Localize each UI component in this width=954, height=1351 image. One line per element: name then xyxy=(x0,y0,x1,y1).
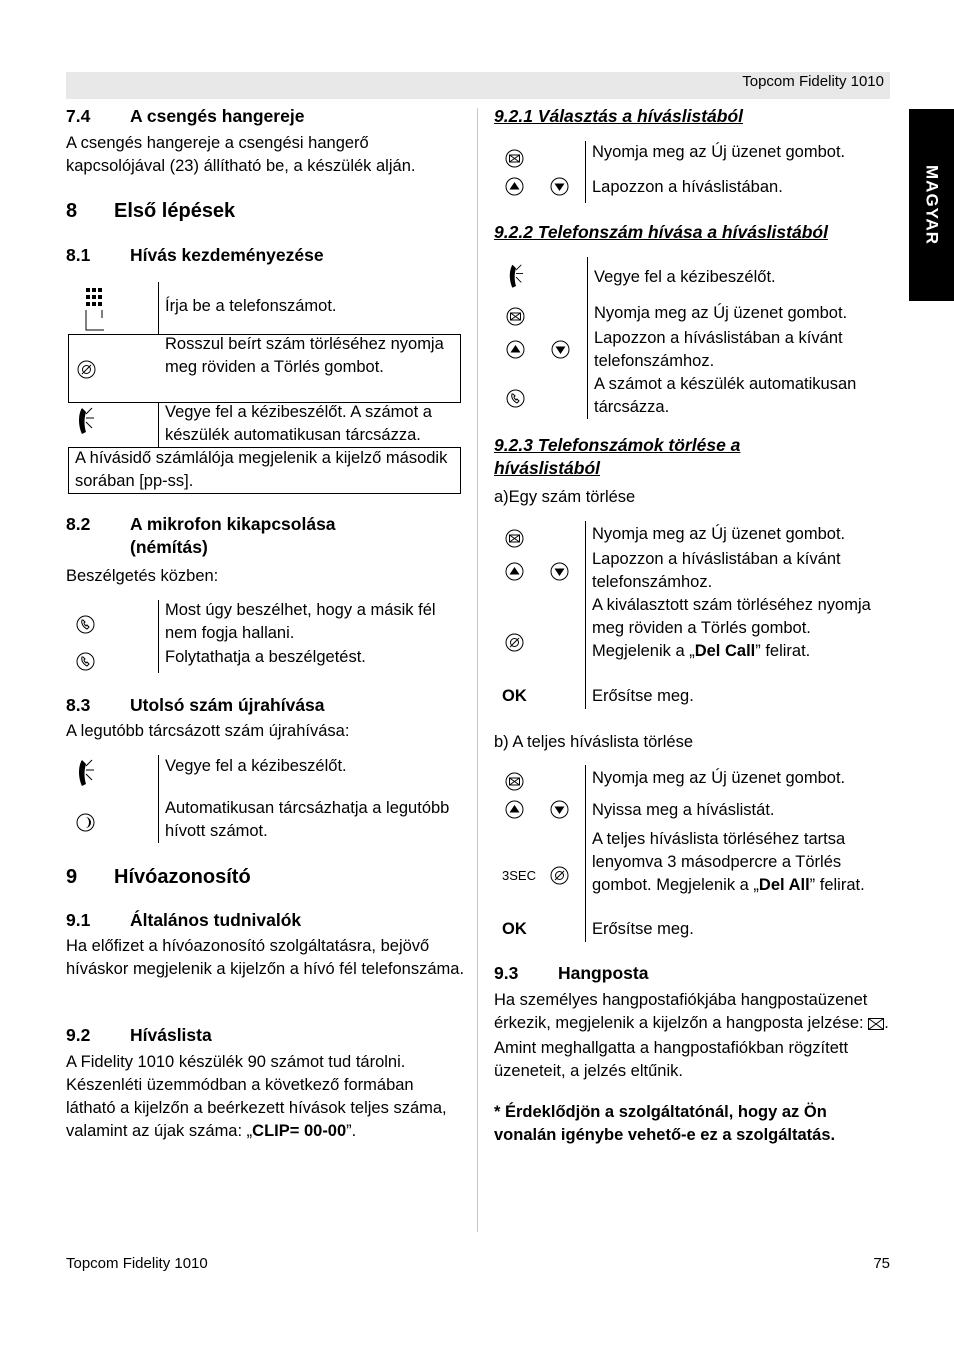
table-row-text: Erősítse meg. xyxy=(592,687,694,705)
up-button-icon xyxy=(505,800,524,819)
table-line xyxy=(587,257,588,419)
table-row-text: Rosszul beírt szám törléséhez nyomja meg röviden a Törlés gombot. xyxy=(165,335,444,376)
ok-button-label: OK xyxy=(502,920,527,938)
table-row-text: Folytathatja a beszélgetést. xyxy=(165,648,366,666)
voicemail-icon xyxy=(868,1014,884,1037)
table-row-text: Lapozzon a híváslistában. xyxy=(592,178,783,196)
message-button-icon xyxy=(506,307,525,326)
mute-button-icon xyxy=(76,652,95,671)
up-button-icon xyxy=(505,562,524,581)
table-row-text: A számot a készülék automatikusan tárcsázza. xyxy=(594,375,857,416)
ok-button-label: OK xyxy=(502,687,527,705)
text-9-3: Ha személyes hangpostafiókjába hangpostaüzenet érkezik, megjelenik a kijelzőn a hangposta jelzése: . Amint meghallgatta a hangpostafiókban rögzített üzeneteit, a jelzés eltűnik. xyxy=(494,991,889,1080)
table-row-text: Most úgy beszélhet, hogy a másik fél nem fogja hallani. xyxy=(165,601,436,642)
heading-8-1: 8.1 Hívás kezdeményezése xyxy=(66,245,324,265)
redial-button-icon xyxy=(76,813,95,832)
table-row-text: Automatikusan tárcsázhatja a legutóbb hívott számot. xyxy=(165,799,450,840)
text-9-2-3-a-label: a)Egy szám törlése xyxy=(494,488,636,506)
page-number: 75 xyxy=(873,1255,890,1272)
text-9-2: A Fidelity 1010 készülék 90 számot tud tárolni. Készenléti üzemmódban a következő formában látható a kijelzőn a beérkezett hívások teljes száma, valamint az újak száma: „CLIP= 00-00”. xyxy=(66,1053,447,1140)
keypad-icon xyxy=(82,288,106,339)
table-line xyxy=(585,521,586,709)
column-divider xyxy=(477,108,478,1232)
table-row-text: Lapozzon a híváslistában a kívánt telefonszámhoz. xyxy=(592,550,841,591)
handset-icon xyxy=(74,758,98,799)
down-button-icon xyxy=(550,800,569,819)
table-row-text: Nyomja meg az Új üzenet gombot. xyxy=(592,143,846,161)
heading-9-3: 9.3 Hangposta xyxy=(494,963,649,983)
up-button-icon xyxy=(505,177,524,196)
table-line xyxy=(158,755,159,843)
heading-9-2-3: 9.2.3 Telefonszámok törlése a híváslistából xyxy=(494,435,741,478)
table-line xyxy=(585,141,586,203)
table-line xyxy=(585,765,586,942)
heading-8: 8 Első lépések xyxy=(66,200,236,222)
table-line xyxy=(158,403,159,447)
table-line xyxy=(158,600,159,673)
footer-title: Topcom Fidelity 1010 xyxy=(66,1255,208,1272)
handset-icon xyxy=(504,263,528,300)
heading-7-4: 7.4 A csengés hangereje xyxy=(66,106,305,126)
table-row-text: A kiválasztott szám törléséhez nyomja meg röviden a Törlés gombot. Megjelenik a „Del Call” felirat. xyxy=(592,596,871,660)
heading-9-1: 9.1 Általános tudnivalók xyxy=(66,910,302,930)
up-button-icon xyxy=(506,340,525,359)
table-row-text: Írja be a telefonszámot. xyxy=(165,297,337,315)
message-button-icon xyxy=(505,529,524,548)
table-row-text: Erősítse meg. xyxy=(592,920,694,938)
table-row-text: Nyomja meg az Új üzenet gombot. xyxy=(594,304,848,322)
heading-8-3: 8.3 Utolsó szám újrahívása xyxy=(66,695,325,715)
delete-button-icon xyxy=(550,866,569,885)
table-row-text: A hívásidő számlálója megjelenik a kijelző második sorában [pp-ss]. xyxy=(75,449,448,490)
language-tab-label: MAGYAR xyxy=(922,165,941,245)
down-button-icon xyxy=(550,177,569,196)
text-7-4: A csengés hangereje a csengési hangerő kapcsolójával (23) állítható be, a készülék alján. xyxy=(66,134,416,175)
delete-button-icon xyxy=(77,360,96,379)
message-button-icon xyxy=(505,772,524,791)
table-row-text: Nyissa meg a híváslistát. xyxy=(592,801,775,819)
handset-icon xyxy=(74,406,98,447)
down-button-icon xyxy=(550,562,569,581)
text-9-3-note: * Érdeklődjön a szolgáltatónál, hogy az Ön vonalán igénybe vehető-e ez a szolgáltatás. xyxy=(494,1103,836,1144)
table-row-text: Nyomja meg az Új üzenet gombot. xyxy=(592,525,846,543)
dial-button-icon xyxy=(506,389,525,408)
table-row-text: Vegye fel a kézibeszélőt. A számot a készülék automatikusan tárcsázza. xyxy=(165,403,432,444)
heading-8-2: 8.2 A mikrofon kikapcsolása (némítás) xyxy=(66,514,336,557)
message-button-icon xyxy=(505,149,524,168)
down-button-icon xyxy=(551,340,570,359)
heading-9-2-1: 9.2.1 Választás a híváslistából xyxy=(494,106,744,126)
table-row-text: Nyomja meg az Új üzenet gombot. xyxy=(592,769,846,787)
table-row-text: A teljes híváslista törléséhez tartsa lenyomva 3 másodpercre a Törlés gombot. Megjelenik a „Del All” felirat. xyxy=(592,830,865,894)
table-row-text: Lapozzon a híváslistában a kívánt telefonszámhoz. xyxy=(594,329,843,370)
table-row-text: Vegye fel a kézibeszélőt. xyxy=(594,268,776,286)
clip-display-text: CLIP= 00-00 xyxy=(252,1122,347,1140)
text-8-2-intro: Beszélgetés közben: xyxy=(66,567,219,585)
text-8-3-intro: A legutóbb tárcsázott szám újrahívása: xyxy=(66,722,350,740)
heading-9: 9 Hívóazonosító xyxy=(66,866,251,888)
language-tab xyxy=(909,109,954,301)
heading-9-2: 9.2 Híváslista xyxy=(66,1025,212,1045)
table-row-text: Vegye fel a kézibeszélőt. xyxy=(165,757,347,775)
mute-button-icon xyxy=(76,615,95,634)
header-title: Topcom Fidelity 1010 xyxy=(742,73,884,90)
text-9-1: Ha előfizet a hívóazonosító szolgáltatásra, bejövő híváskor megjelenik a kijelzőn a hívó fél telefonszáma. xyxy=(66,937,465,978)
heading-9-2-2: 9.2.2 Telefonszám hívása a híváslistából xyxy=(494,222,828,242)
text-9-2-3-b-label: b) A teljes híváslista törlése xyxy=(494,733,694,751)
delete-button-icon xyxy=(505,633,524,652)
3sec-label: 3SEC xyxy=(502,868,536,883)
table-line xyxy=(158,282,159,334)
